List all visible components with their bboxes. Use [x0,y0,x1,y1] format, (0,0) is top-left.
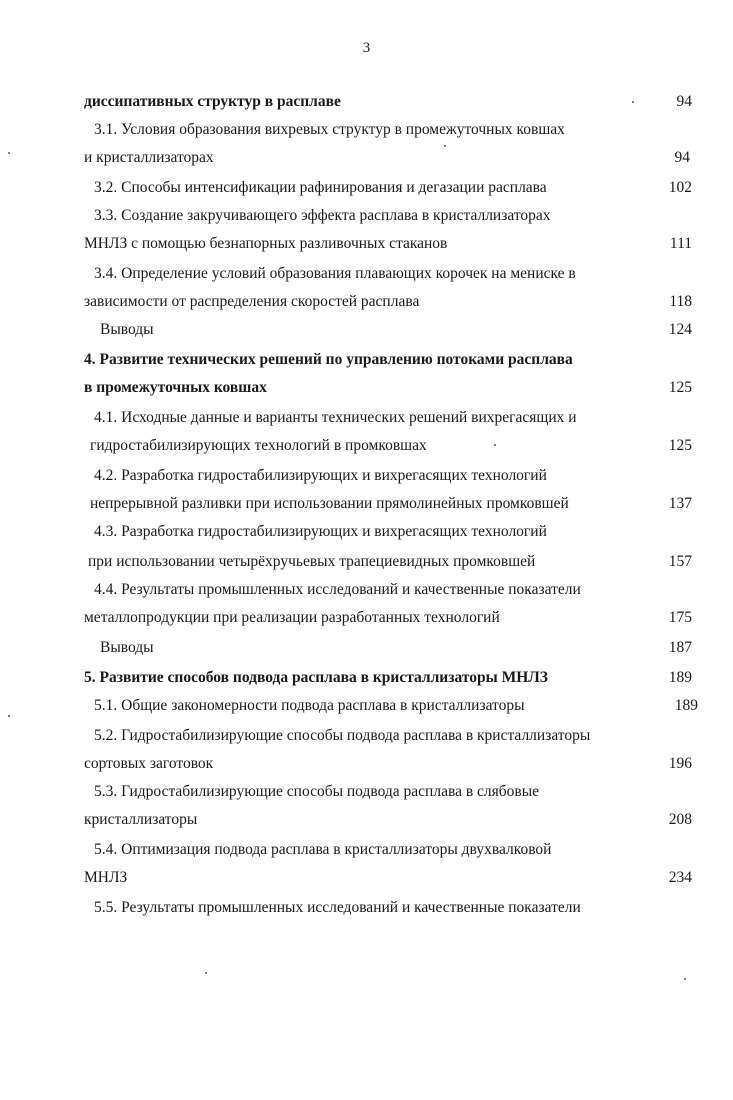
toc-entry-page: 118 [669,293,692,310]
toc-entry-page: 124 [668,321,692,338]
toc-entry-text: 4.1. Исходные данные и варианты технических решений вихрегасящих и [94,409,577,426]
toc-entry-page: 125 [668,379,692,396]
toc-entry-text: 4.3. Разработка гидростабилизирующих и вихрегасящих технологий [94,523,547,540]
toc-entry-text: МНЛЗ с помощью безнапорных разливочных стаканов [84,235,448,252]
toc-entry-text: 5.5. Результаты промышленных исследований и качественные показатели [94,899,581,916]
scan-speck [205,972,207,974]
toc-entry-page: 137 [668,495,692,512]
toc-entry-text: МНЛЗ [84,869,128,886]
toc-entry-page: 175 [668,609,692,626]
toc-entry-page: 187 [668,639,692,656]
scan-speck [684,978,686,980]
toc-entry-text: 5.3. Гидростабилизирующие способы подвода расплава в слябовые [94,783,540,800]
toc-entry-page: 125 [668,437,692,454]
toc-entry-page: 94 [676,93,692,110]
toc-entry-text: гидростабилизирующих технологий в промковшах [90,437,427,454]
toc-entry-text: в промежуточных ковшах [84,379,267,396]
toc-entry-text: 4.4. Результаты промышленных исследований и качественные показатели [94,581,581,598]
toc-entry-page: 196 [668,755,692,772]
toc-entry-page: 157 [668,553,692,570]
scan-speck [8,152,10,154]
toc-entry-text: диссипативных структур в расплаве [84,93,341,110]
toc-entry-text: 4. Развитие технических решений по управлению потоками расплава [84,351,573,368]
toc-entry-text: 5. Развитие способов подвода расплава в кристаллизаторы МНЛЗ [84,669,548,686]
toc-entry-text: зависимости от распределения скоростей расплава [84,293,420,310]
toc-entry-text: 3.1. Условия образования вихревых структур в промежуточных ковшах [94,121,565,138]
scan-speck [444,145,446,147]
toc-entry-text: 4.2. Разработка гидростабилизирующих и вихрегасящих технологий [94,467,547,484]
toc-entry-text: 3.2. Способы интенсификации рафинирования и дегазации расплава [94,179,547,196]
toc-entry-text: Выводы [100,639,154,656]
scan-speck [632,101,634,103]
toc-entry-text: 5.2. Гидростабилизирующие способы подвода расплава в кристаллизаторы [94,727,591,744]
toc-entry-page: 234 [668,869,692,886]
toc-entry-page: 189 [674,697,698,714]
toc-entry-text: 5.1. Общие закономерности подвода расплава в кристаллизаторы [94,697,525,714]
toc-entry-text: 3.4. Определение условий образования плавающих корочек на мениске в [94,265,576,282]
toc-entry-text: металлопродукции при реализации разработанных технологий [84,609,500,626]
toc-entry-text: 3.3. Создание закручивающего эффекта расплава в кристаллизаторах [94,207,551,224]
toc-entry-text: и кристаллизаторах [84,149,214,166]
scan-speck [494,444,496,446]
toc-entry-page: 94 [674,149,690,166]
scan-speck [8,715,10,717]
toc-entry-text: непрерывной разливки при использовании прямолинейных промковшей [90,495,569,512]
toc-entry-text: Выводы [100,321,154,338]
toc-entry-text: кристаллизаторы [84,811,198,828]
toc-entry-page: 189 [668,669,692,686]
page-number: 3 [362,40,371,56]
toc-entry-page: 102 [668,179,692,196]
toc-entry-text: сортовых заготовок [84,755,214,772]
toc-entry-text: 5.4. Оптимизация подвода расплава в кристаллизаторы двухвалковой [94,841,552,858]
toc-entry-page: 111 [669,235,692,252]
toc-entry-page: 208 [668,811,692,828]
toc-entry-text: при использовании четырёхручьевых трапециевидных промковшей [88,553,536,570]
